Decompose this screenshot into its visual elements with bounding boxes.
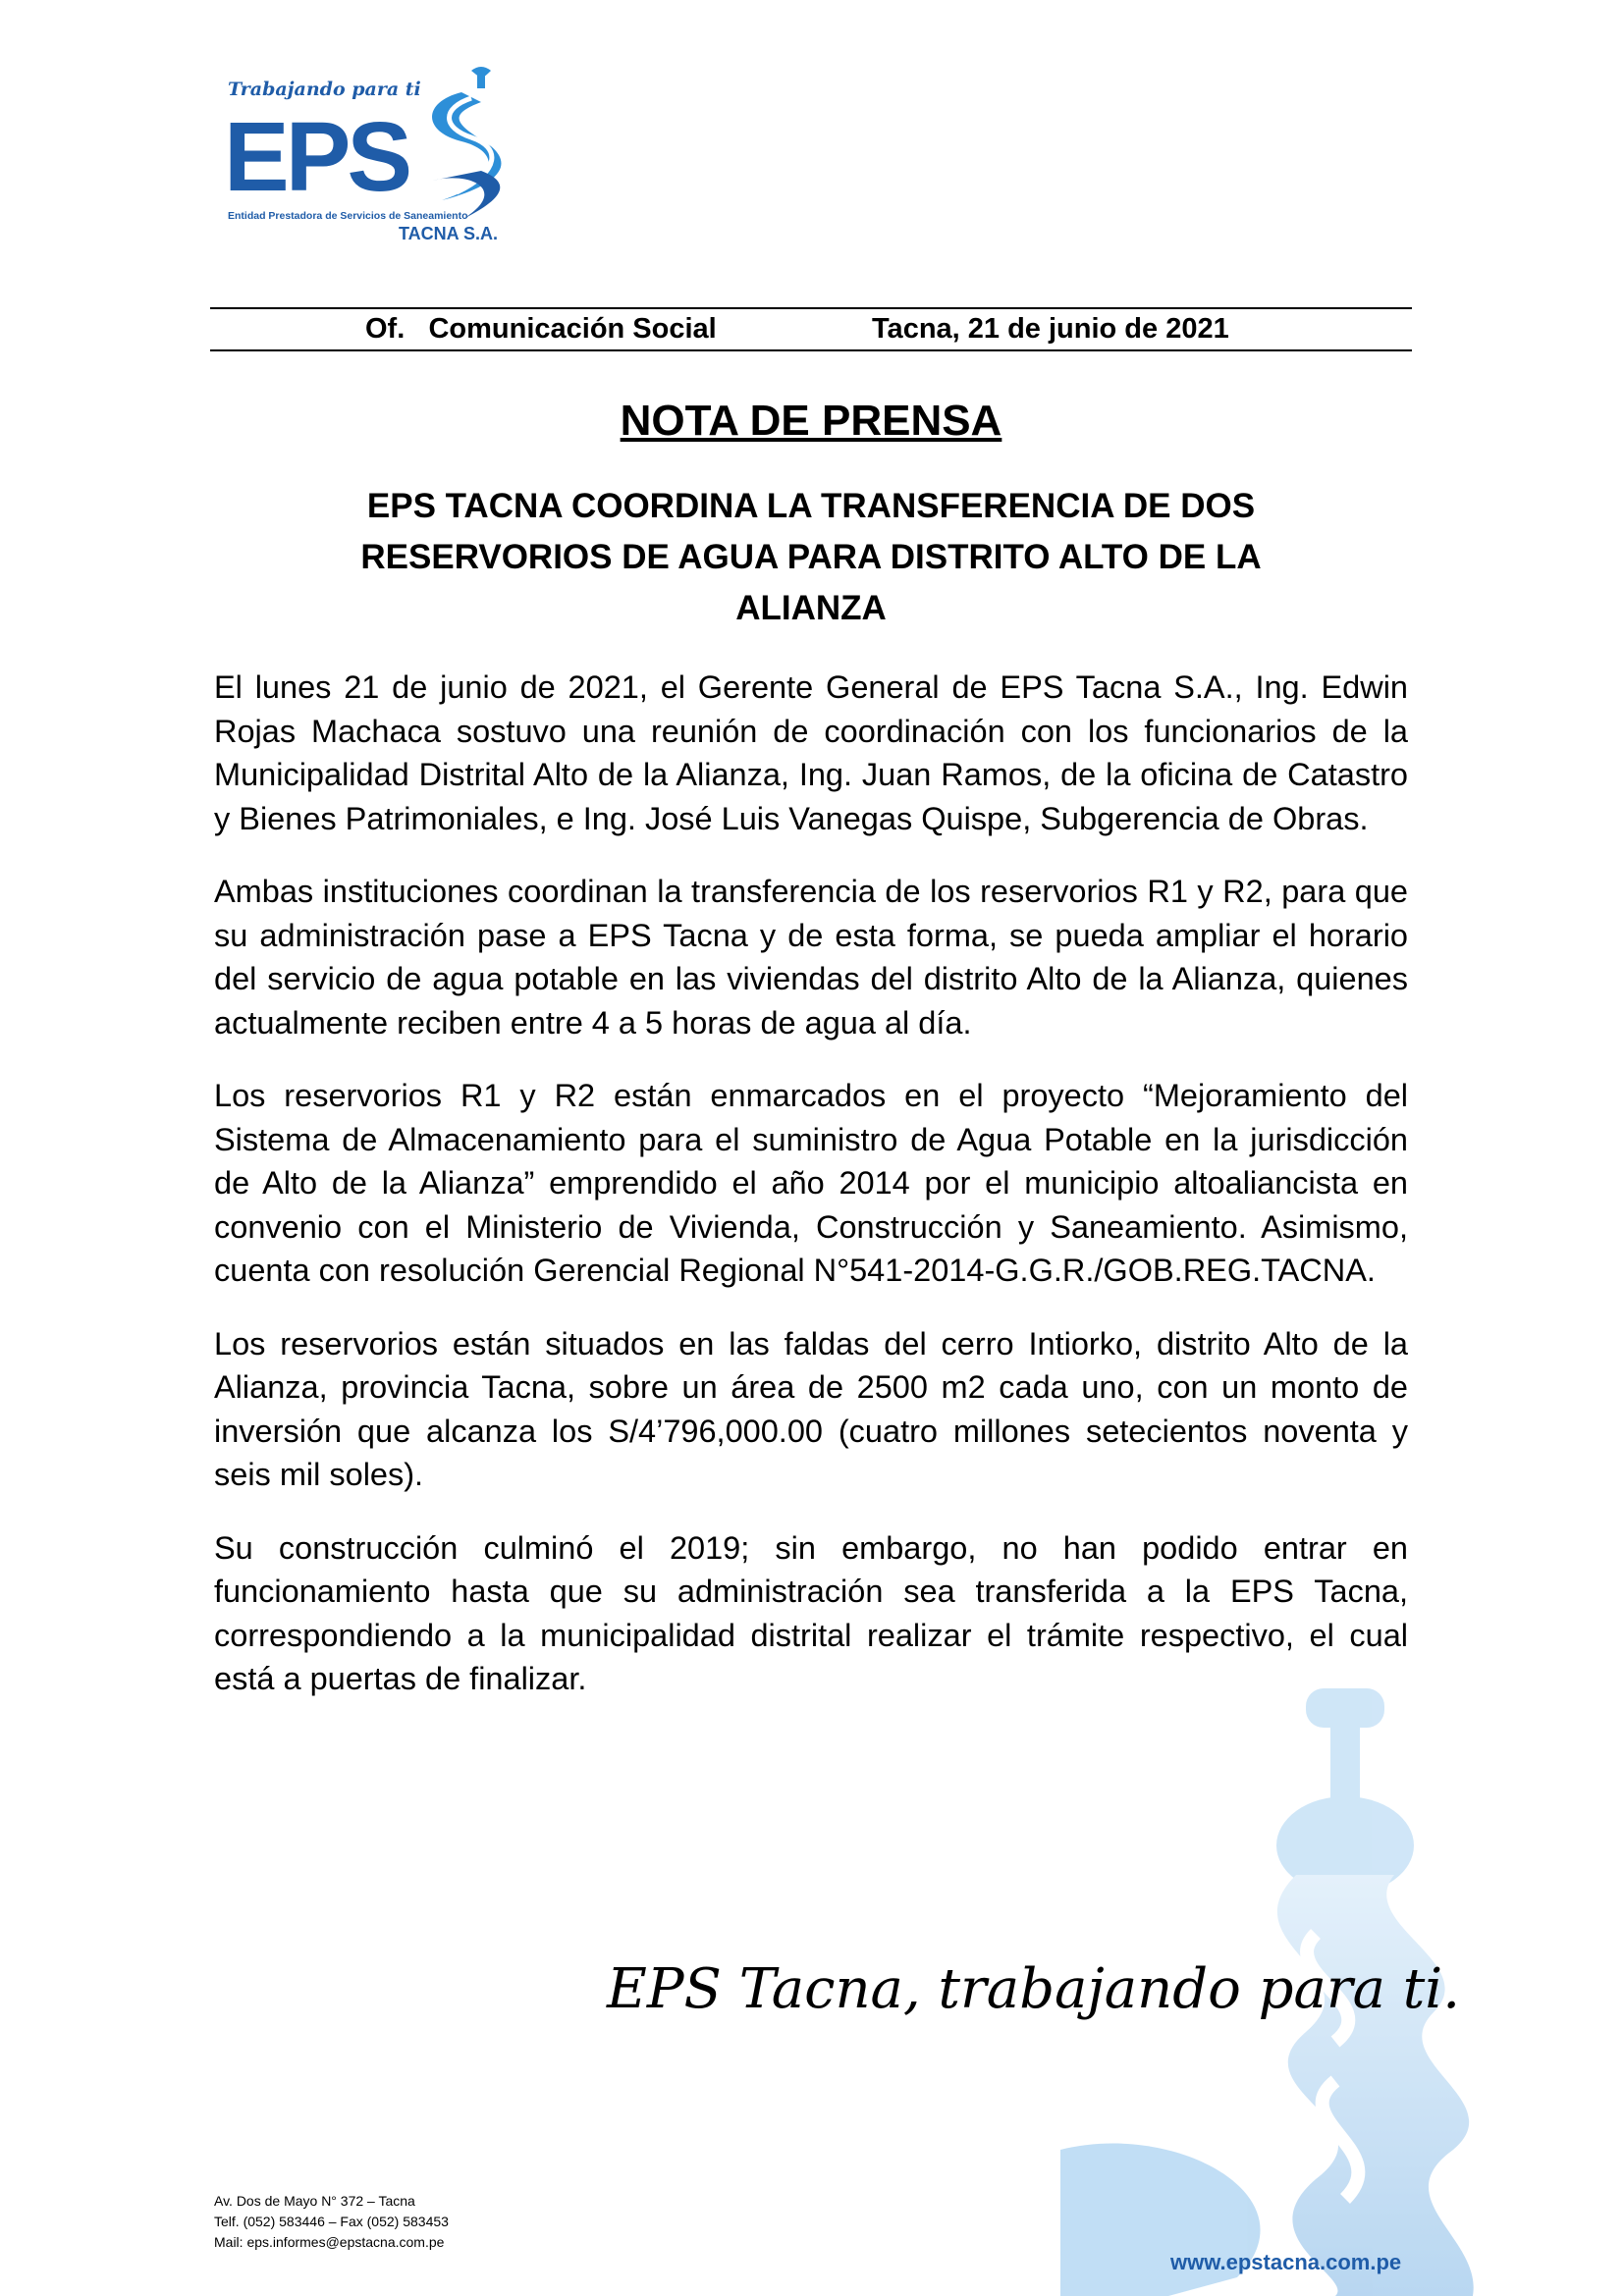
paragraph: Los reservorios R1 y R2 están enmarcados en el proyecto “Mejoramiento del Sistema de Almacenamiento para el suministro de Agua Potable en la jurisdicción de Alto de la Alianza” emprendido el año 2014 por el municipio altoaliancista en convenio con el Ministerio de Vivienda, Construcción y Saneamiento. Asimismo, cuenta con resolución Gerencial Regional N°541-2014-G.G.R./GOB.REG.TACNA.	[214, 1078, 1408, 1288]
paragraph: Su construcción culminó el 2019; sin embargo, no han podido entrar en funcionamiento hasta que su administración sea transferida a la EPS Tacna, correspondiendo a la municipalidad distrital realizar el trámite respectivo, el cual está a puertas de finalizar.	[214, 1529, 1408, 1696]
press-headline: EPS TACNA COORDINA LA TRANSFERENCIA DE DOS RESERVORIOS DE AGUA PARA DISTRITO ALTO DE LA ALIANZA	[360, 487, 1262, 627]
logo-brand: EPS	[224, 102, 409, 212]
date-label: Tacna, 21 de junio de 2021	[872, 313, 1229, 345]
document-title: NOTA DE PRENSA	[620, 397, 1002, 445]
press-body	[214, 666, 1408, 1731]
paragraph: Ambas instituciones coordinan la transferencia de los reservorios R1 y R2, para que su administración pase a EPS Tacna y de esta forma, se pueda ampliar el horario del servicio de agua potable en las viviendas del distrito Alto de la Alianza, quienes actualmente reciben entre 4 a 5 horas de agua al día.	[214, 874, 1408, 1041]
paragraph: El lunes 21 de junio de 2021, el Gerente General de EPS Tacna S.A., Ing. Edwin Rojas Machaca sostuvo una reunión de coordinación con los funcionarios de la Municipalidad Distrital Alto de la Alianza, Ing. Juan Ramos, de la oficina de Catastro y Bienes Patrimoniales, e Ing. José Luis Vanegas Quispe, Subgerencia de Obras.	[214, 669, 1408, 836]
eps-logo	[224, 61, 528, 257]
logo-tagline: Trabajando para ti	[228, 79, 421, 100]
footer-mail: Mail: eps.informes@epstacna.com.pe	[214, 2234, 445, 2250]
logo-subtitle: Entidad Prestadora de Servicios de Saneamiento	[228, 210, 468, 222]
footer-contact	[214, 2191, 449, 2253]
slogan: EPS Tacna, trabajando para ti.	[607, 1957, 1461, 2021]
header-bottom-rule	[210, 349, 1412, 351]
footer-phone: Telf. (052) 583446 – Fax (052) 583453	[214, 2214, 449, 2229]
header-top-rule	[210, 307, 1412, 309]
paragraph: Los reservorios están situados en las faldas del cerro Intiorko, distrito Alto de la Alianza, provincia Tacna, sobre un área de 2500 m2 cada uno, con un monto de inversión que alcanza los S/4’796,000.00 (cuatro millones setecientos noventa y seis mil soles).	[214, 1325, 1408, 1492]
office-label: Of. Comunicación Social	[365, 313, 717, 345]
logo-subtitle-2: TACNA S.A.	[399, 224, 498, 243]
website-link[interactable]: www.epstacna.com.pe	[1170, 2250, 1402, 2274]
footer-address: Av. Dos de Mayo N° 372 – Tacna	[214, 2193, 415, 2209]
